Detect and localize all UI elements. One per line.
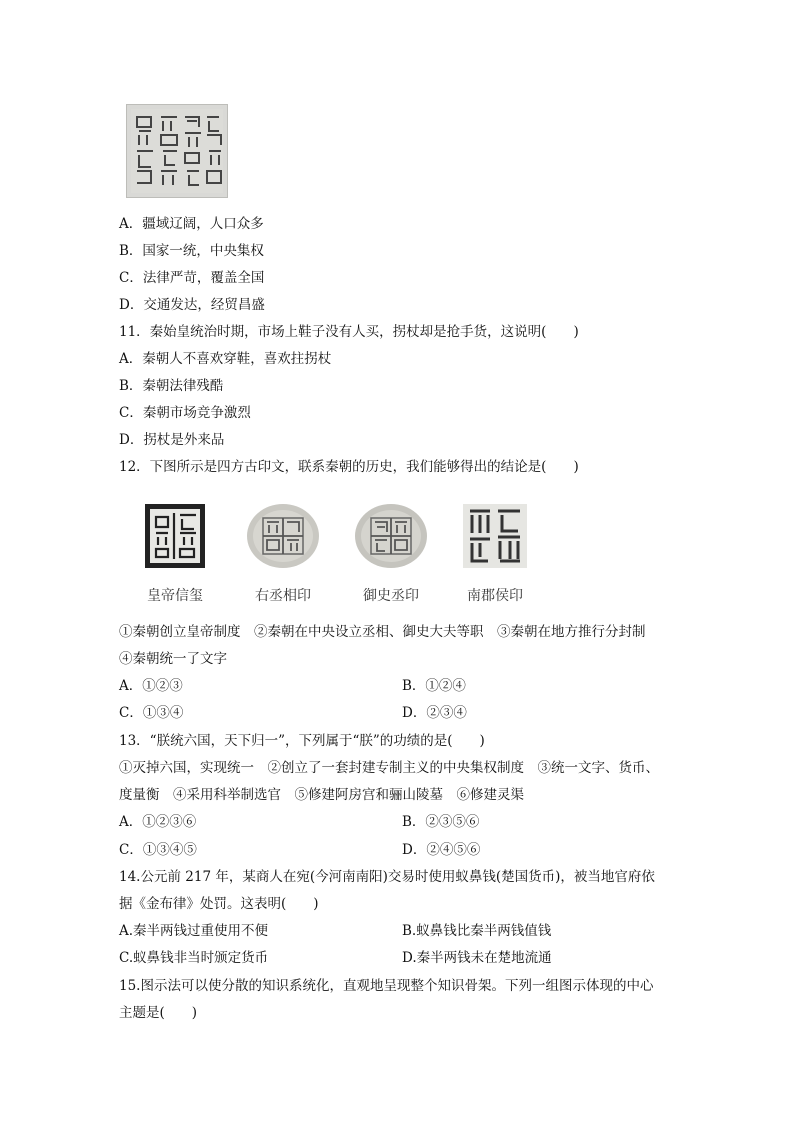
q13-statements-line1: ①灭掉六国，实现统一 ②创立了一套封建专制主义的中央集权制度 ③统一文字、货币、 [119,760,659,776]
q12-statements-line1: ①秦朝创立皇帝制度 ②秦朝在中央设立丞相、御史大夫等职 ③秦朝在地方推行分封制 [119,624,646,640]
seal-nanjun-hou-yin [450,503,540,604]
q14-stem-line2: 据《金布律》处罚。这表明( ) [119,896,319,912]
seal-you-chengxiang-yin [238,503,328,604]
q12-option-b: B．①②④ [402,678,466,694]
q10-option-a: A．疆域辽阔，人口众多 [119,216,264,232]
seal-caption: 御史丞印 [363,588,419,604]
q10-option-c: C．法律严苛，覆盖全国 [119,270,265,286]
q13-option-d: D．②④⑤⑥ [402,842,481,858]
q13-option-c: C．①③④⑤ [119,842,197,858]
q12-statements-line2: ④秦朝统一了文字 [119,651,227,667]
q12-option-d: D．②③④ [402,705,467,721]
q11-stem: 11．秦始皇统治时期，市场上鞋子没有人买，拐杖却是抢手货，这说明( ) [119,324,579,340]
q10-option-d: D．交通发达，经贸昌盛 [119,297,265,313]
q13-stem: 13．“朕统六国，天下归一”，下列属于“朕”的功绩的是( ) [119,733,485,749]
q14-option-a: A.秦半两钱过重使用不便 [119,923,269,939]
q13-statements-line2: 度量衡 ④采用科举制选官 ⑤修建阿房宫和骊山陵墓 ⑥修建灵渠 [119,787,524,803]
q11-option-d: D．拐杖是外来品 [119,432,225,448]
q12-stem: 12．下图所示是四方古印文，联系秦朝的历史，我们能够得出的结论是( ) [119,459,579,475]
q11-option-b: B．秦朝法律残酷 [119,378,224,394]
q11-option-a: A．秦朝人不喜欢穿鞋，喜欢拄拐杖 [119,351,332,367]
seal-rubbing-image [126,104,228,198]
q13-option-a: A．①②③⑥ [119,814,197,830]
seal-caption: 右丞相印 [255,588,311,604]
q15-stem-line1: 15.图示法可以使分散的知识系统化，直观地呈现整个知识骨架。下列一组图示体现的中心 [119,978,654,994]
q14-option-c: C.蚁鼻钱非当时颁定货币 [119,950,269,966]
seal-caption: 南郡侯印 [467,588,523,604]
seal-yushi-cheng-yin [346,503,436,604]
q14-option-d: D.秦半两钱未在楚地流通 [402,950,552,966]
q13-option-b: B．②③⑤⑥ [402,814,480,830]
q12-option-a: A．①②③ [119,678,183,694]
q10-option-b: B．国家一统，中央集权 [119,243,264,259]
q12-option-c: C．①③④ [119,705,184,721]
q14-option-b: B.蚁鼻钱比秦半两钱值钱 [402,923,552,939]
q11-option-c: C．秦朝市场竞争激烈 [119,405,251,421]
seal-caption: 皇帝信玺 [147,588,203,604]
q12-seal-images [118,503,538,613]
seal-huangdi-xinxi [130,503,220,604]
q15-stem-line2: 主题是( ) [119,1005,198,1021]
q14-stem-line1: 14.公元前 217 年，某商人在宛(今河南南阳)交易时使用蚁鼻钱(楚国货币)，被当地官府依 [119,869,655,885]
